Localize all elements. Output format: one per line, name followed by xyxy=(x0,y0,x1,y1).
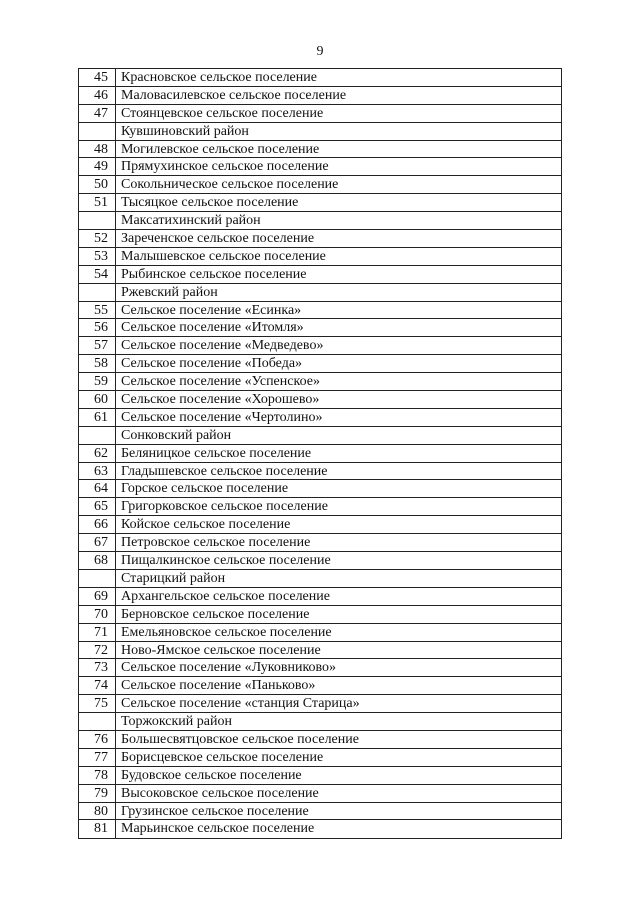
settlement-name: Архангельское сельское поселение xyxy=(121,588,330,604)
row-number: 56 xyxy=(79,319,116,336)
settlement-name: Зареченское сельское поселение xyxy=(121,231,315,247)
settlement-name: Емельяновское сельское поселение xyxy=(121,624,332,640)
table-row xyxy=(79,355,561,373)
row-number xyxy=(79,284,116,301)
table-row xyxy=(79,803,561,821)
table-row xyxy=(79,337,561,355)
settlement-name: Большесвятцовское сельское поселение xyxy=(121,731,359,747)
row-number: 77 xyxy=(79,749,116,766)
row-number: 62 xyxy=(79,445,116,462)
table-row xyxy=(79,642,561,660)
row-number: 75 xyxy=(79,695,116,712)
district-header-row xyxy=(79,427,561,445)
table-row xyxy=(79,516,561,534)
table-row xyxy=(79,87,561,105)
settlement-name: Тысяцкое сельское поселение xyxy=(121,195,299,211)
row-number: 74 xyxy=(79,677,116,694)
settlement-name: Ново-Ямское сельское поселение xyxy=(121,642,321,658)
table-row xyxy=(79,624,561,642)
table-row xyxy=(79,606,561,624)
table-row xyxy=(79,785,561,803)
settlement-name: Стоянцевское сельское поселение xyxy=(121,105,324,121)
table-row xyxy=(79,480,561,498)
row-number: 51 xyxy=(79,194,116,211)
table-row xyxy=(79,588,561,606)
table-row xyxy=(79,141,561,159)
row-number: 49 xyxy=(79,158,116,175)
table-row xyxy=(79,230,561,248)
district-name: Сонковский район xyxy=(121,427,232,443)
settlement-name: Сельское поселение «Победа» xyxy=(121,356,303,372)
row-number xyxy=(79,427,116,444)
row-number: 54 xyxy=(79,266,116,283)
settlement-name: Горское сельское поселение xyxy=(121,481,289,497)
row-number: 48 xyxy=(79,141,116,158)
settlement-name: Сельское поселение «станция Старица» xyxy=(121,696,360,712)
table-row xyxy=(79,391,561,409)
table-row xyxy=(79,319,561,337)
district-header-row xyxy=(79,713,561,731)
settlement-name: Рыбинское сельское поселение xyxy=(121,266,307,282)
settlement-name: Грузинское сельское поселение xyxy=(121,803,309,819)
table-row xyxy=(79,695,561,713)
settlement-name: Сельское поселение «Медведево» xyxy=(121,338,324,354)
settlement-name: Сельское поселение «Есинка» xyxy=(121,302,302,318)
row-number: 81 xyxy=(79,820,116,838)
row-number: 46 xyxy=(79,87,116,104)
district-name: Максатихинский район xyxy=(121,213,261,229)
table-row xyxy=(79,248,561,266)
row-number: 78 xyxy=(79,767,116,784)
settlements-table xyxy=(78,68,562,839)
row-number: 61 xyxy=(79,409,116,426)
table-row xyxy=(79,302,561,320)
row-number xyxy=(79,123,116,140)
district-header-row xyxy=(79,123,561,141)
settlement-name: Петровское сельское поселение xyxy=(121,535,311,551)
settlement-name: Сельское поселение «Чертолино» xyxy=(121,409,323,425)
row-number: 59 xyxy=(79,373,116,390)
row-number xyxy=(79,713,116,730)
row-number: 50 xyxy=(79,176,116,193)
district-header-row xyxy=(79,284,561,302)
table-row xyxy=(79,498,561,516)
settlement-name: Маловасилевское сельское поселение xyxy=(121,87,347,103)
row-number: 63 xyxy=(79,463,116,480)
table-row xyxy=(79,463,561,481)
table-row xyxy=(79,373,561,391)
row-number: 53 xyxy=(79,248,116,265)
settlement-name: Малышевское сельское поселение xyxy=(121,248,326,264)
row-number: 45 xyxy=(79,69,116,86)
table-row xyxy=(79,820,561,838)
row-number: 73 xyxy=(79,659,116,676)
row-number: 80 xyxy=(79,803,116,820)
row-number xyxy=(79,212,116,229)
table-row xyxy=(79,534,561,552)
row-number: 64 xyxy=(79,480,116,497)
district-header-row xyxy=(79,212,561,230)
row-number: 67 xyxy=(79,534,116,551)
row-number: 69 xyxy=(79,588,116,605)
settlement-name: Сельское поселение «Итомля» xyxy=(121,320,304,336)
page-number: 9 xyxy=(316,44,324,59)
table-row xyxy=(79,69,561,87)
table-row xyxy=(79,659,561,677)
district-name: Старицкий район xyxy=(121,570,226,586)
district-name: Торжокский район xyxy=(121,714,232,730)
settlement-name: Сокольническое сельское поселение xyxy=(121,177,339,193)
settlement-name: Койское сельское поселение xyxy=(121,517,291,533)
district-header-row xyxy=(79,570,561,588)
table-row xyxy=(79,677,561,695)
settlement-name: Беляницкое сельское поселение xyxy=(121,445,312,461)
settlement-name: Будовское сельское поселение xyxy=(121,767,302,783)
row-number: 72 xyxy=(79,642,116,659)
table-row xyxy=(79,158,561,176)
table-row xyxy=(79,266,561,284)
row-number: 66 xyxy=(79,516,116,533)
table-row xyxy=(79,552,561,570)
settlement-name: Григорковское сельское поселение xyxy=(121,499,328,515)
row-number: 57 xyxy=(79,337,116,354)
settlement-name: Гладышевское сельское поселение xyxy=(121,463,328,479)
row-number: 58 xyxy=(79,355,116,372)
table-row xyxy=(79,176,561,194)
district-name: Ржевский район xyxy=(121,284,218,300)
row-number: 68 xyxy=(79,552,116,569)
table-row xyxy=(79,767,561,785)
row-number: 79 xyxy=(79,785,116,802)
row-number xyxy=(79,570,116,587)
row-number: 70 xyxy=(79,606,116,623)
table-row xyxy=(79,749,561,767)
row-number: 76 xyxy=(79,731,116,748)
settlement-name: Могилевское сельское поселение xyxy=(121,141,320,157)
settlement-name: Сельское поселение «Хорошево» xyxy=(121,392,320,408)
row-number: 71 xyxy=(79,624,116,641)
table-row xyxy=(79,409,561,427)
settlement-name: Красновское сельское поселение xyxy=(121,70,317,85)
settlement-name: Сельское поселение «Луковниково» xyxy=(121,660,337,676)
table-row xyxy=(79,445,561,463)
settlement-name: Берновское сельское поселение xyxy=(121,606,310,622)
table-row xyxy=(79,194,561,212)
table-row xyxy=(79,731,561,749)
settlement-name: Сельское поселение «Паньково» xyxy=(121,678,316,694)
district-name: Кувшиновский район xyxy=(121,123,249,139)
row-number: 65 xyxy=(79,498,116,515)
settlement-name: Борисцевское сельское поселение xyxy=(121,749,324,765)
settlement-name: Сельское поселение «Успенское» xyxy=(121,374,320,390)
table-row xyxy=(79,105,561,123)
settlement-name: Марьинское сельское поселение xyxy=(121,821,315,837)
row-number: 60 xyxy=(79,391,116,408)
settlement-name: Пищалкинское сельское поселение xyxy=(121,553,331,569)
row-number: 47 xyxy=(79,105,116,122)
settlement-name: Высоковское сельское поселение xyxy=(121,785,319,801)
settlement-name: Прямухинское сельское поселение xyxy=(121,159,329,175)
row-number: 52 xyxy=(79,230,116,247)
row-number: 55 xyxy=(79,302,116,319)
